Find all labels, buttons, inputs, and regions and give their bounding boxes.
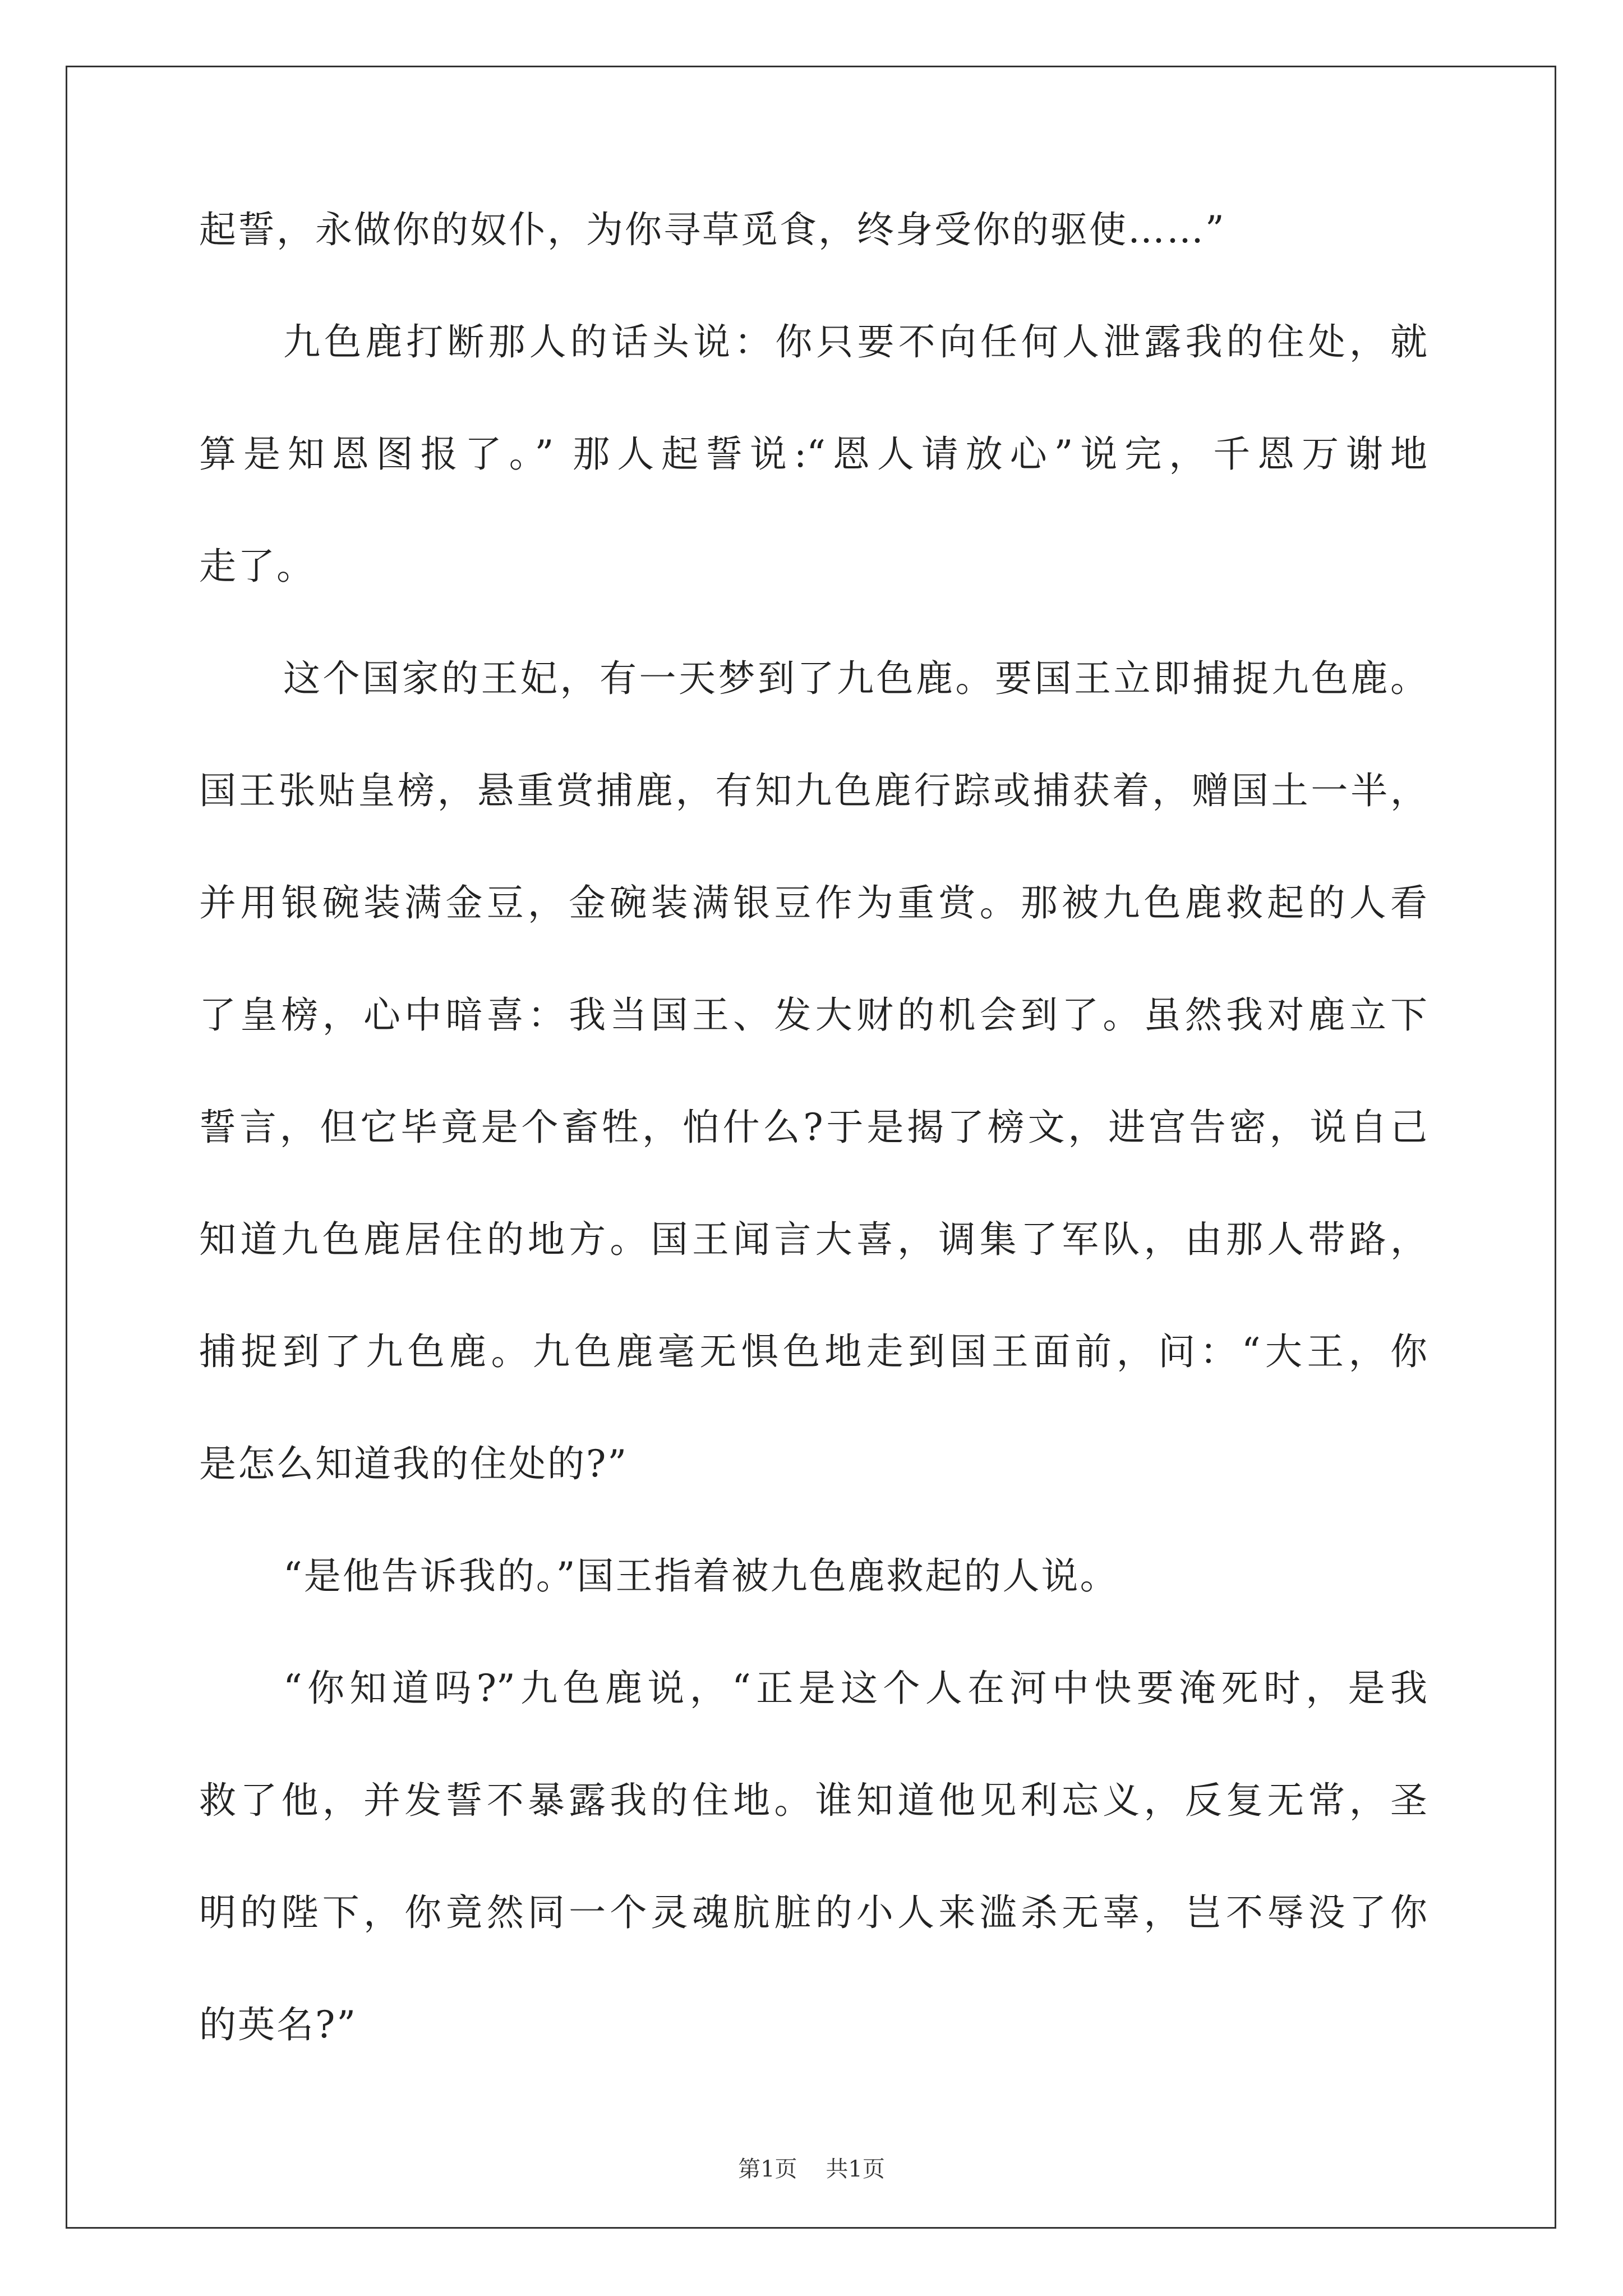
text-line-1: 起誓，永做你的奴仆，为你寻草觅食，终身受你的驱使……” [199, 208, 1226, 251]
text-line-5: 这个国家的王妃，有一天梦到了九色鹿。要国王立即捕捉九色鹿。 [283, 657, 1427, 700]
text-line-2: 九色鹿打断那人的话头说：你只要不向任何人泄露我的住处，就 [283, 320, 1427, 364]
text-line-16: 明的陛下，你竟然同一个灵魂肮脏的小人来滥杀无辜，岂不辱没了你 [199, 1891, 1427, 1934]
text-line-10: 知道九色鹿居住的地方。国王闻言大喜，调集了军队，由那人带路， [199, 1218, 1427, 1261]
text-line-12: 是怎么知道我的住处的?” [199, 1442, 629, 1485]
text-line-3: 算是知恩图报了。” 那人起誓说:“恩人请放心”说完，千恩万谢地 [199, 432, 1427, 476]
text-line-17: 的英名?” [199, 2003, 358, 2046]
text-line-8: 了皇榜，心中暗喜：我当国王、发大财的机会到了。虽然我对鹿立下 [199, 993, 1427, 1037]
text-line-14: “你知道吗?”九色鹿说，“正是这个人在河中快要淹死时，是我 [283, 1667, 1427, 1710]
page-number-footer: 第1页 共1页 [738, 2156, 885, 2182]
text-line-15: 救了他，并发誓不暴露我的住地。谁知道他见利忘义，反复无常，圣 [199, 1779, 1427, 1822]
text-line-13: “是他告诉我的。”国王指着被九色鹿救起的人说。 [283, 1554, 1119, 1598]
text-line-7: 并用银碗装满金豆，金碗装满银豆作为重赏。那被九色鹿救起的人看 [199, 881, 1427, 924]
text-line-9: 誓言，但它毕竟是个畜牲，怕什么?于是揭了榜文，进宫告密，说自己 [199, 1106, 1427, 1149]
text-line-11: 捕捉到了九色鹿。九色鹿毫无惧色地走到国王面前，问：“大王，你 [199, 1330, 1427, 1373]
text-line-4: 走了。 [199, 545, 315, 588]
text-line-6: 国王张贴皇榜，悬重赏捕鹿，有知九色鹿行踪或捕获着，赠国土一半， [199, 769, 1427, 812]
